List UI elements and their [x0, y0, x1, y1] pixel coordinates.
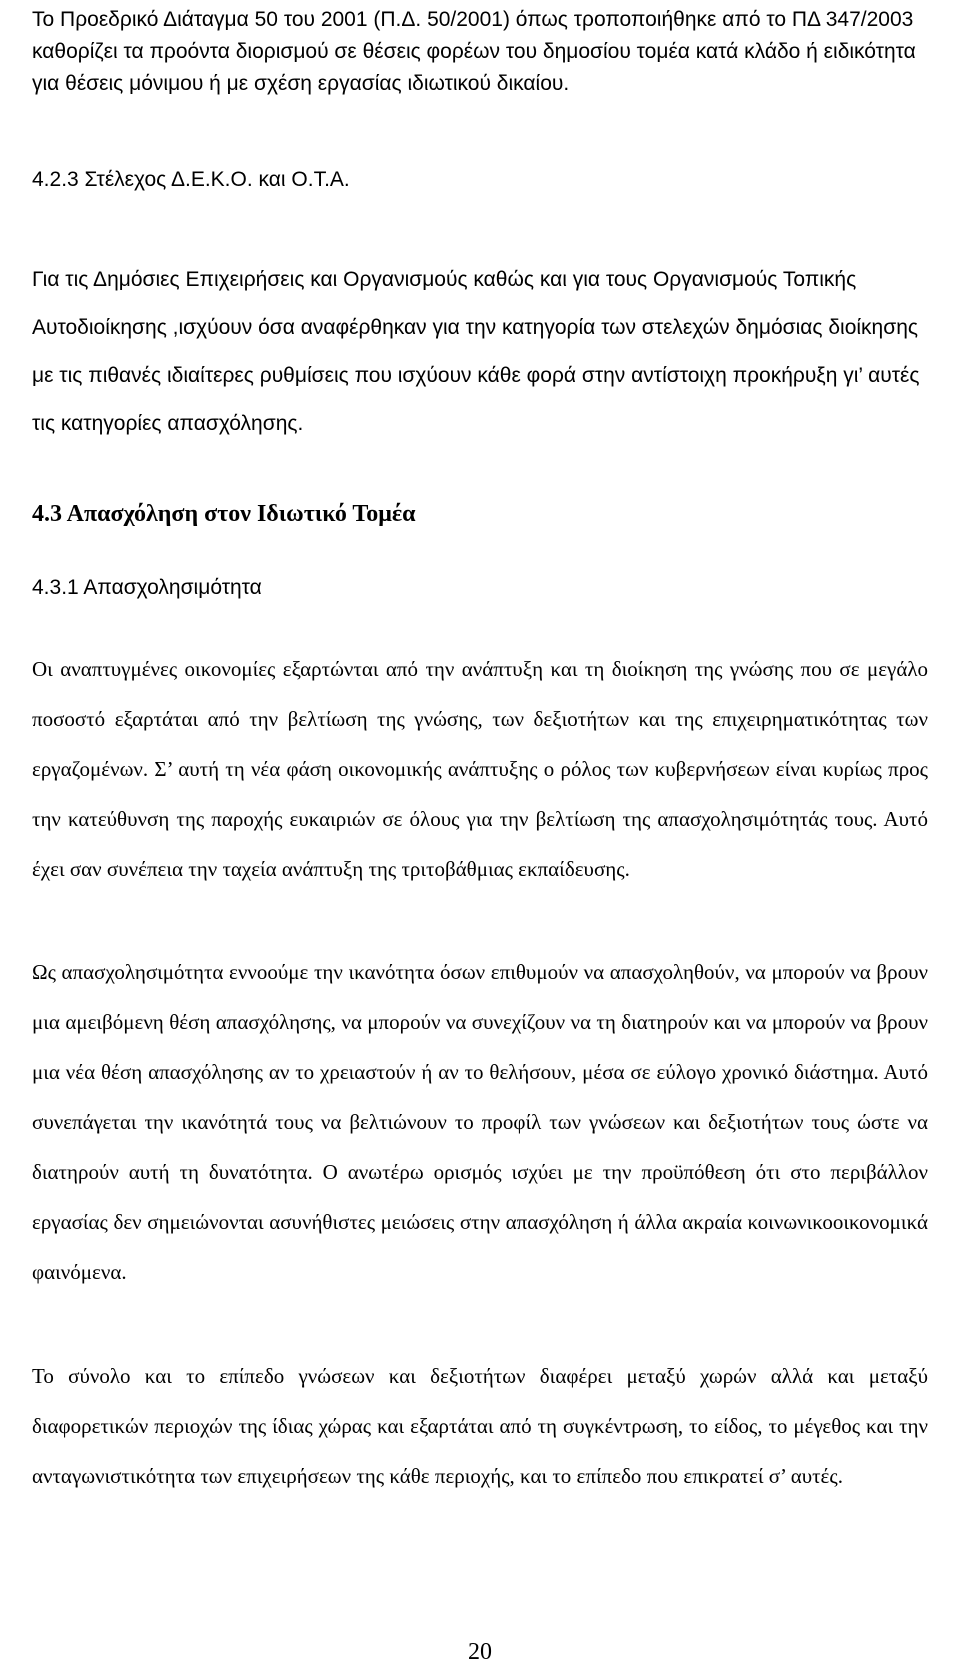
intro-paragraph: Το Προεδρικό Διάταγμα 50 του 2001 (Π.Δ. 50/2001) όπως τροποποιήθηκε από το ΠΔ 347/2003 καθορίζει τα προόντα διορισμού σε θέσεις φορέων του δημοσίου τομέα κατά κλάδο ή ειδικότητα για θέσεις μόνιμου ή με σχέση εργασίας ιδιωτικού δικαίου.	[32, 8, 916, 95]
body-paragraph: Ως απασχολησιμότητα εννοούμε την ικανότητα όσων επιθυμούν να απασχοληθούν, να μπορούν να βρουν μια αμειβόμενη θέση απασχόλησης, να μπορούν να συνεχίζουν να τη διατηρούν και να μπορούν να βρουν μια νέα θέση απασχόλησης αν το χρειαστούν ή αν το θελήσουν, μέσα σε εύλογο χρονικό διάστημα. Αυτό συνεπάγεται την ικανότητά τους να βελτιώνουν το προφίλ των γνώσεων και δεξιοτήτων τους ώστε να διατηρούν αυτή τη δυνατότητα. Ο ανωτέρω ορισμός ισχύει με την προϋπόθεση ότι στο περιβάλλον εργασίας δεν σημειώνονται ασυνήθιστες μειώσεις στην απασχόληση ή άλλα ακραία κοινωνικοοικονομικά φαινόμενα.	[32, 960, 928, 1284]
page-number: 20	[468, 1639, 492, 1665]
subsection-heading-4-3-1: 4.3.1 Απασχολησιμότητα	[32, 576, 262, 599]
body-paragraph: Το σύνολο και το επίπεδο γνώσεων και δεξιοτήτων διαφέρει μεταξύ χωρών αλλά και μεταξύ διαφορετικών περιοχών της ίδιας χώρας και εξαρτάται από τη συγκέντρωση, το είδος, το μέγεθος και την ανταγωνιστικότητα των επιχειρήσεων της κάθε περιοχής, και το επίπεδο που επικρατεί σ’ αυτές.	[32, 1364, 928, 1488]
body-paragraph: Οι αναπτυγμένες οικονομίες εξαρτώνται από την ανάπτυξη και τη διοίκηση της γνώσης που σε μεγάλο ποσοστό εξαρτάται από την βελτίωση της γνώσης, των δεξιοτήτων και της επιχειρηματικότητας των εργαζομένων. Σ’ αυτή τη νέα φάση οικονομικής ανάπτυξης ο ρόλος των κυβερνήσεων είναι κυρίως προς την κατεύθυνση της παροχής ευκαιριών σε όλους για την βελτίωση της απασχολησιμότητάς τους. Αυτό έχει σαν συνέπεια την ταχεία ανάπτυξη της τριτοβάθμιας εκπαίδευσης.	[32, 657, 928, 881]
section-heading-4-3: 4.3 Απασχόληση στον Ιδιωτικό Τομέα	[32, 501, 416, 527]
section-4-2-3-paragraph: Για τις Δημόσιες Επιχειρήσεις και Οργανισμούς καθώς και για τους Οργανισμούς Τοπικής Αυτοδιοίκησης ,ισχύουν όσα αναφέρθηκαν για την κατηγορία των στελεχών δημόσιας διοίκησης με τις πιθανές ιδιαίτερες ρυθμίσεις που ισχύουν κάθε φορά στην αντίστοιχη προκήρυξη γι’ αυτές τις κατηγορίες απασχόλησης.	[32, 268, 920, 435]
section-heading-4-2-3: 4.2.3 Στέλεχος Δ.Ε.Κ.Ο. και Ο.Τ.Α.	[32, 168, 350, 191]
